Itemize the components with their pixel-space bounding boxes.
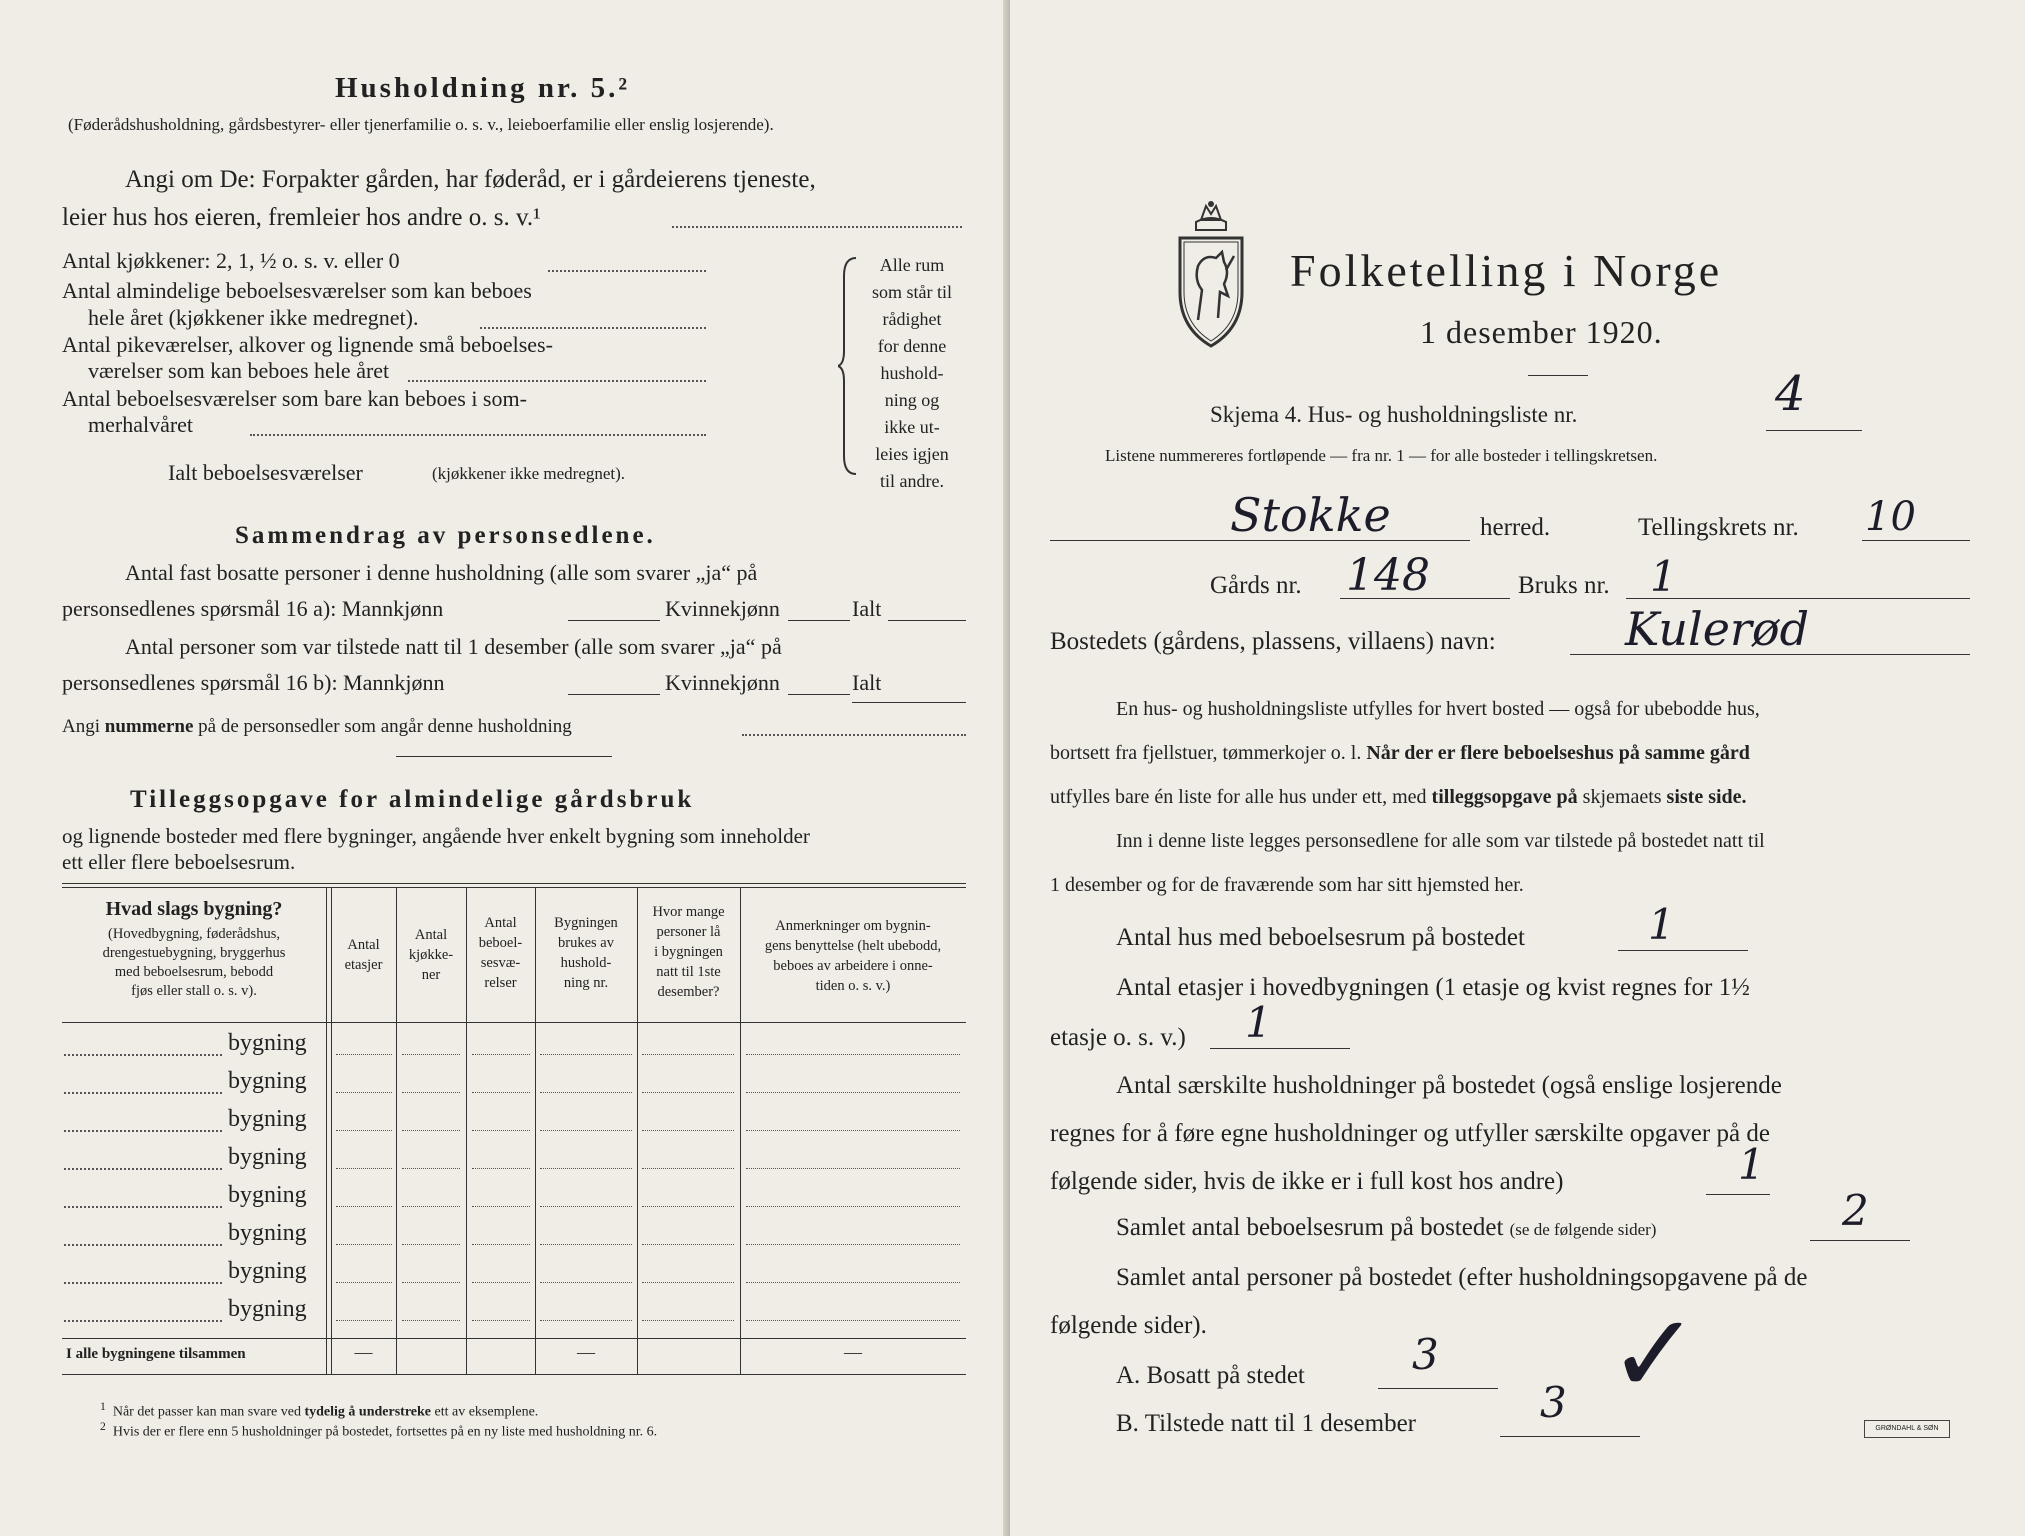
table-cell-line: [402, 1168, 460, 1169]
persons-question-line-2: følgende sider).: [1050, 1312, 1207, 1339]
footnote-2: $^2$ Hvis der er flere enn 5 husholdninger på bostedet, fortsettes på en ny liste med husholdning nr. 6.: [100, 1420, 658, 1440]
resident-value: 3: [1412, 1330, 1439, 1379]
female-answer-line-a: [788, 620, 850, 621]
printer-stamp: GRØNDAHL & SØN: [1864, 1420, 1950, 1438]
floors-question-line-1: Antal etasjer i hovedbygningen (1 etasje og kvist regnes for 1½: [1116, 974, 1750, 1001]
table-cell-line: [746, 1244, 960, 1245]
col-remarks-header: Anmerkninger om bygnin- gens benyttelse (helt ubebodd, beboes av arbeidere i onne- tiden o. s. v.): [764, 918, 942, 994]
norwegian-coat-of-arms-icon: [1168, 200, 1254, 350]
table-cell-line: [642, 1130, 734, 1131]
bruks-answer-line: [1626, 598, 1970, 599]
table-total-label: I alle bygningene tilsammen: [66, 1346, 246, 1362]
table-cell-line: [336, 1054, 392, 1055]
table-row-entry-line: [64, 1092, 222, 1094]
persons-question-line-1: Samlet antal personer på bostedet (efter husholdningsopgavene på de: [1116, 1264, 1808, 1291]
table-cell-line: [642, 1168, 734, 1169]
instruction-1-line-2: bortsett fra fjellstuer, tømmerkojer o. l. Når der er flere beboelseshus på samme gård: [1050, 742, 1750, 764]
total-rooms-label: Ialt beboelsesværelser: [168, 460, 363, 485]
table-cell-line: [540, 1130, 632, 1131]
female-label-a: Kvinnekjønn: [665, 596, 780, 621]
present-value: 3: [1540, 1378, 1567, 1427]
census-title: Folketelling i Norge: [1290, 245, 1723, 296]
table-row-label: bygning: [228, 1220, 307, 1246]
numbers-line: Angi nummerne på de personsedler som angår denne husholdning: [62, 716, 572, 737]
total-double-line: [852, 702, 966, 703]
table-row-label: bygning: [228, 1144, 307, 1170]
rooms-answer-line: [1810, 1240, 1910, 1241]
male-answer-line-b: [568, 694, 660, 695]
supplement-heading: Tilleggsopgave for almindelige gårdsbruk: [130, 786, 695, 813]
households-answer-line: [1706, 1194, 1770, 1195]
tellingskrets-label: Tellingskrets nr.: [1638, 514, 1799, 541]
floors-answer-line: [1210, 1048, 1350, 1049]
table-cell-line: [746, 1282, 960, 1283]
bosted-value: Kulerød: [1625, 602, 1810, 656]
table-cell-line: [746, 1206, 960, 1207]
gards-value: 148: [1346, 550, 1430, 601]
table-cell-line: [642, 1320, 734, 1321]
table-cell-line: [336, 1244, 392, 1245]
col-building-type-subheader: (Hovedbygning, føderådshus, drengestuebygning, bryggerhus med beboelsesrum, bebodd fjøs eller stall o. s. v).: [102, 926, 286, 999]
male-answer-line-a: [568, 620, 660, 621]
table-cell-line: [472, 1168, 530, 1169]
table-cell-line: [472, 1244, 530, 1245]
summer-rooms-label-1: Antal beboelsesværelser som bare kan beboes i som-: [62, 386, 527, 411]
instruction-1-line-1: En hus- og husholdningsliste utfylles for hvert bosted — også for ubebodde hus,: [1116, 698, 1760, 720]
table-cell-line: [402, 1092, 460, 1093]
total-household-dash: —: [577, 1342, 595, 1362]
table-row-entry-line: [64, 1054, 222, 1056]
resident-answer-line: [1378, 1388, 1498, 1389]
section-divider: [396, 756, 612, 757]
table-cell-line: [336, 1320, 392, 1321]
footnote-1: $^1$ Når det passer kan man svare ved tydelig å understreke ett av eksemplene.: [100, 1400, 539, 1420]
table-row-entry-line: [64, 1320, 222, 1322]
summary-line-1: Antal fast bosatte personer i denne husholdning (alle som svarer „ja“ på: [125, 560, 758, 585]
question-answer-line: [672, 226, 962, 228]
female-answer-line-b: [788, 694, 850, 695]
table-cell-line: [746, 1130, 960, 1131]
table-row-entry-line: [64, 1168, 222, 1170]
table-cell-line: [540, 1320, 632, 1321]
table-cell-line: [642, 1092, 734, 1093]
summary-heading: Sammendrag av personsedlene.: [235, 522, 656, 549]
col-kitchens-header: Antal kjøkke- ner: [408, 927, 454, 983]
table-cell-line: [642, 1282, 734, 1283]
numbering-note: Listene nummereres fortløpende — fra nr. 1 — for alle bosteder i tellingskretsen.: [1105, 446, 1658, 465]
rooms-value: 2: [1842, 1186, 1869, 1235]
table-cell-line: [472, 1054, 530, 1055]
present-answer-line: [1500, 1436, 1640, 1437]
instruction-1-line-3: utfylles bare én liste for alle hus under ett, med tilleggsopgave på skjemaets siste side.: [1050, 786, 1747, 808]
supplement-line-1: og lignende bosteder med flere bygninger, angående hver enkelt bygning som inneholder: [62, 824, 810, 848]
check-mark: ✓: [1608, 1290, 1701, 1418]
houses-value: 1: [1648, 900, 1675, 949]
table-cell-line: [336, 1092, 392, 1093]
table-cell-line: [336, 1130, 392, 1131]
maid-rooms-label-2: værelser som kan beboes hele året: [88, 358, 390, 383]
table-cell-line: [402, 1130, 460, 1131]
table-cell-line: [642, 1054, 734, 1055]
summary-line-2: personsedlenes spørsmål 16 a): Mannkjønn: [62, 596, 444, 621]
col-persons-header: Hvor mange personer lå i bygningen natt til 1ste desember?: [652, 904, 725, 1000]
ordinary-rooms-label-2: hele året (kjøkkener ikke medregnet).: [88, 305, 419, 330]
table-cell-line: [540, 1168, 632, 1169]
kitchens-answer-line: [548, 270, 706, 272]
houses-question: Antal hus med beboelsesrum på bostedet: [1116, 924, 1525, 951]
schema-number-line: [1766, 430, 1862, 431]
instruction-2-line-2: 1 desember og for de fraværende som har sitt hjemsted her.: [1050, 874, 1524, 896]
total-remarks-dash: —: [844, 1342, 862, 1362]
table-row-label: bygning: [228, 1030, 307, 1056]
bracket-note: Alle rum som står til rådighet for denne hushold- ning og ikke ut- leies igjen til andre.: [872, 255, 952, 491]
maid-rooms-answer-line: [408, 380, 706, 382]
table-cell-line: [402, 1244, 460, 1245]
table-cell-line: [472, 1092, 530, 1093]
summary-line-4: personsedlenes spørsmål 16 b): Mannkjønn: [62, 670, 445, 695]
col-building-type-header: Hvad slags bygning?: [105, 898, 283, 920]
table-cell-line: [540, 1206, 632, 1207]
table-cell-line: [540, 1054, 632, 1055]
question-line-2: leier hus hos eieren, fremleier hos andre o. s. v.¹: [62, 204, 541, 231]
households-value: 1: [1738, 1140, 1765, 1189]
total-label-a: Ialt: [852, 596, 882, 621]
table-cell-line: [540, 1244, 632, 1245]
table-row-label: bygning: [228, 1068, 307, 1094]
total-answer-line-a: [888, 620, 966, 621]
table-cell-line: [402, 1054, 460, 1055]
total-rooms-note: (kjøkkener ikke medregnet).: [432, 464, 626, 483]
table-cell-line: [472, 1130, 530, 1131]
bosted-label: Bostedets (gårdens, plassens, villaens) navn:: [1050, 628, 1496, 655]
col-floors-header: Antal etasjer: [344, 937, 383, 973]
total-floors-dash: —: [354, 1342, 373, 1362]
left-page: [0, 0, 1008, 1536]
table-cell-line: [746, 1168, 960, 1169]
floors-question-line-2: etasje o. s. v.): [1050, 1024, 1186, 1051]
table-cell-line: [336, 1168, 392, 1169]
table-cell-line: [540, 1282, 632, 1283]
table-cell-line: [642, 1206, 734, 1207]
total-label-b: Ialt: [852, 670, 882, 695]
present-label: B. Tilstede natt til 1 desember: [1116, 1410, 1416, 1437]
tellingskrets-value: 10: [1865, 494, 1916, 540]
table-cell-line: [746, 1092, 960, 1093]
bracket-icon: [838, 256, 858, 476]
table-row-entry-line: [64, 1282, 222, 1284]
summer-rooms-answer-line: [250, 434, 706, 436]
census-date: 1 desember 1920.: [1420, 314, 1663, 350]
households-question-line-2: regnes for å føre egne husholdninger og utfyller særskilte opgaver på de: [1050, 1120, 1770, 1147]
households-question-line-3: følgende sider, hvis de ikke er i full kost hos andre): [1050, 1168, 1564, 1195]
col-rooms-header: Antal beboel- sesvæ- relser: [478, 915, 523, 991]
table-cell-line: [472, 1282, 530, 1283]
table-cell-line: [402, 1282, 460, 1283]
bruks-value: 1: [1650, 552, 1677, 601]
rooms-question: Samlet antal beboelsesrum på bostedet (se de følgende sider): [1116, 1214, 1657, 1241]
col-household-header: Bygningen brukes av hushold- ning nr.: [554, 915, 618, 991]
table-cell-line: [402, 1206, 460, 1207]
table-cell-line: [402, 1320, 460, 1321]
resident-label: A. Bosatt på stedet: [1116, 1362, 1305, 1389]
table-cell-line: [746, 1320, 960, 1321]
ordinary-rooms-answer-line: [480, 327, 706, 329]
table-row-label: bygning: [228, 1106, 307, 1132]
instruction-2-line-1: Inn i denne liste legges personsedlene for alle som var tilstede på bostedet natt til: [1116, 830, 1765, 852]
herred-value: Stokke: [1230, 488, 1391, 542]
schema-number-value: 4: [1775, 366, 1806, 422]
households-question-line-1: Antal særskilte husholdninger på bostedet (også enslige losjerende: [1116, 1072, 1782, 1099]
right-page: [1010, 0, 2025, 1536]
houses-answer-line: [1618, 950, 1748, 951]
table-cell-line: [642, 1244, 734, 1245]
ordinary-rooms-label-1: Antal almindelige beboelsesværelser som kan beboes: [62, 278, 532, 303]
table-row-label: bygning: [228, 1182, 307, 1208]
table-cell-line: [472, 1206, 530, 1207]
table-row-entry-line: [64, 1130, 222, 1132]
summer-rooms-label-2: merhalvåret: [88, 412, 194, 437]
table-row-label: bygning: [228, 1296, 307, 1322]
tellingskrets-answer-line: [1862, 540, 1970, 541]
gards-label: Gårds nr.: [1210, 572, 1302, 599]
table-cell-line: [472, 1320, 530, 1321]
table-cell-line: [540, 1092, 632, 1093]
table-cell-line: [336, 1206, 392, 1207]
kitchens-label: Antal kjøkkener: 2, 1, ½ o. s. v. eller 0: [62, 248, 400, 273]
table-row-entry-line: [64, 1206, 222, 1208]
numbers-answer-line: [742, 734, 966, 736]
table-cell-line: [336, 1282, 392, 1283]
female-label-b: Kvinnekjønn: [665, 670, 780, 695]
table-row-label: bygning: [228, 1258, 307, 1284]
summary-line-3: Antal personer som var tilstede natt til 1 desember (alle som svarer „ja“ på: [125, 634, 782, 659]
table-row-entry-line: [64, 1244, 222, 1246]
title-divider: [1528, 375, 1588, 376]
schema-label: Skjema 4. Hus- og husholdningsliste nr.: [1210, 402, 1578, 427]
supplement-line-2: ett eller flere beboelsesrum.: [62, 850, 296, 874]
herred-label: herred.: [1480, 514, 1551, 541]
household-intro-note: (Føderådshusholdning, gårdsbestyrer- eller tjenerfamilie o. s. v., leieboerfamilie eller enslig losjerende).: [68, 115, 774, 134]
table-cell-line: [746, 1054, 960, 1055]
question-line-1: Angi om De: Forpakter gården, har føderåd, er i gårdeierens tjeneste,: [125, 166, 816, 193]
household-title: Husholdning nr. 5.²: [335, 72, 631, 104]
maid-rooms-label-1: Antal pikeværelser, alkover og lignende små beboelses-: [62, 332, 553, 357]
bruks-label: Bruks nr.: [1518, 572, 1610, 599]
floors-value: 1: [1245, 998, 1272, 1047]
